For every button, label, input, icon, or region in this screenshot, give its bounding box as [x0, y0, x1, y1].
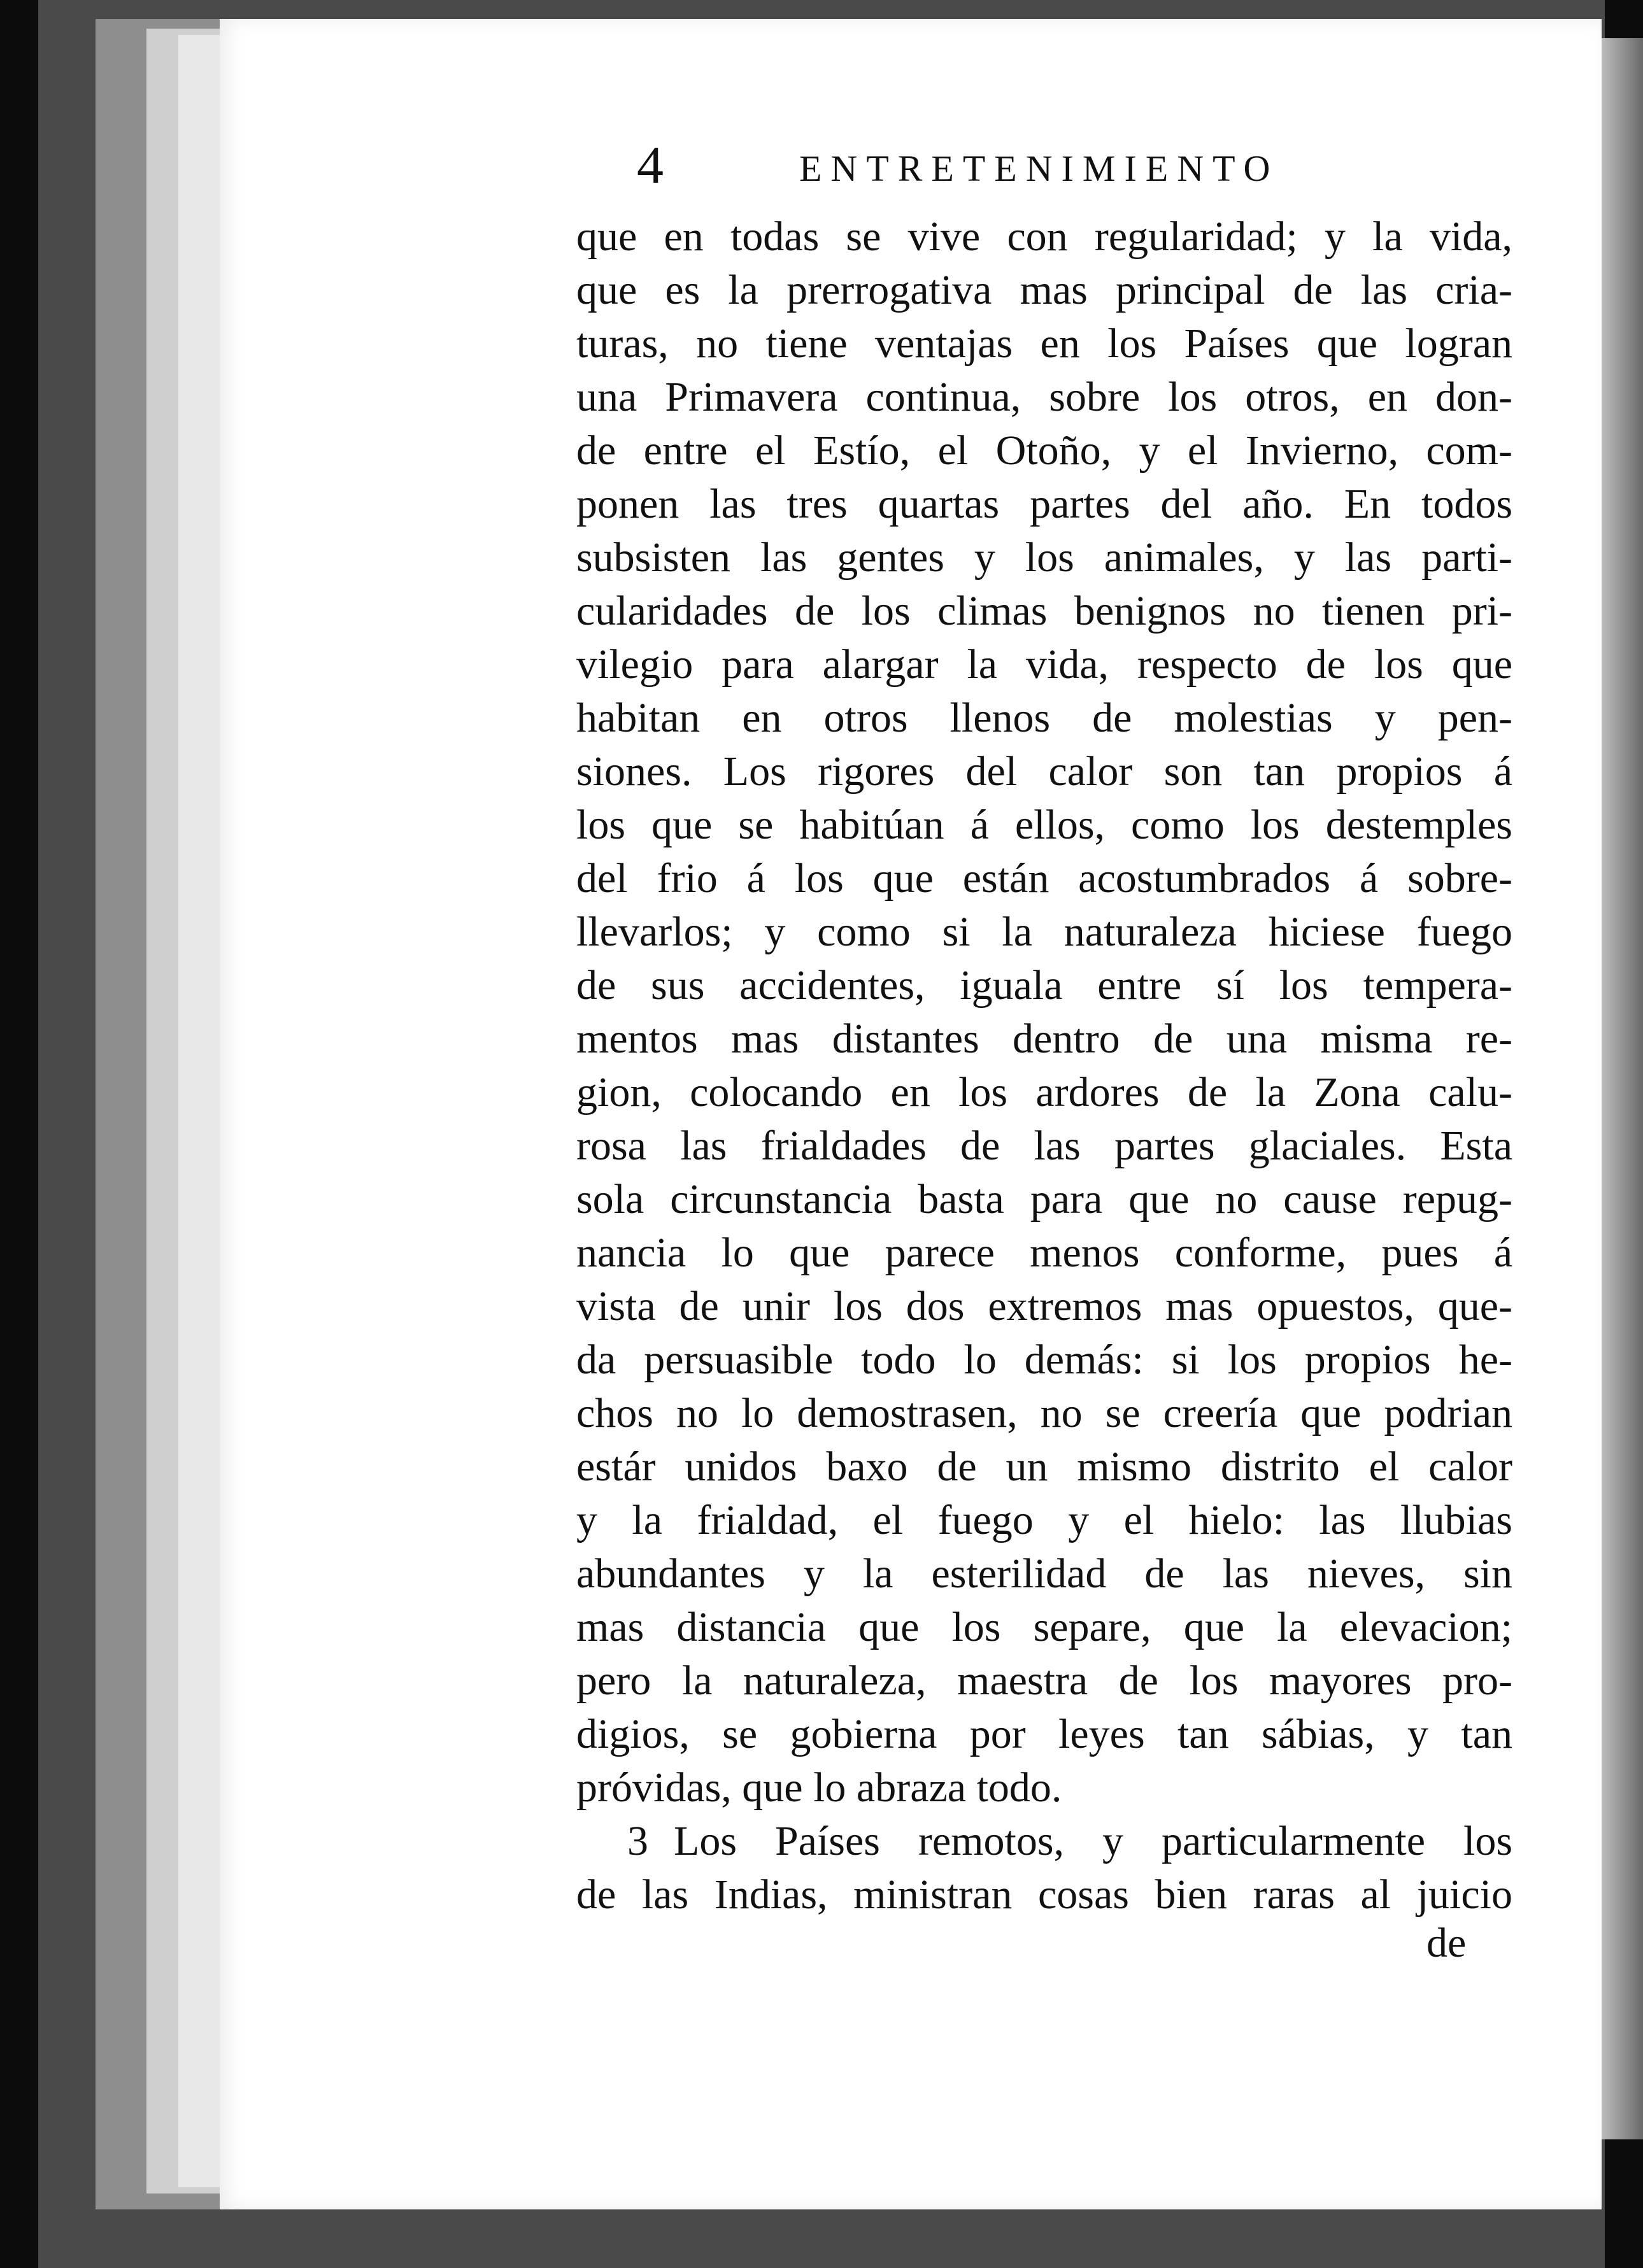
catchword: de: [1426, 1920, 1467, 1966]
body-line: una Primavera continua, sobre los otros, en don-: [576, 374, 1512, 420]
running-head: [637, 137, 1401, 194]
body-line: turas, no tiene ventajas en los Países que logran: [576, 320, 1512, 367]
body-line: vista de unir los dos extremos mas opuestos, que-: [576, 1283, 1512, 1329]
body-line: y la frialdad, el fuego y el hielo: las llubias: [576, 1497, 1512, 1543]
paragraph-number: 3: [627, 1818, 648, 1864]
body-line: estár unidos baxo de un mismo distrito el calor: [576, 1443, 1512, 1490]
body-line: vilegio para alargar la vida, respecto de los que: [576, 641, 1512, 688]
body-line: nancia lo que parece menos conforme, pues á: [576, 1230, 1512, 1276]
body-line: rosa las frialdades de las partes glaciales. Esta: [576, 1123, 1512, 1169]
body-line: mentos mas distantes dentro de una misma re-: [576, 1016, 1512, 1062]
page-number: 4: [637, 136, 664, 195]
body-line: llevarlos; y como si la naturaleza hiciese fuego: [576, 909, 1512, 955]
paragraph-3-line-2: de las Indias, ministran cosas bien raras al juicio: [576, 1871, 1512, 1918]
body-text: [576, 210, 1512, 1922]
running-title: ENTRETENIMIENTO: [799, 148, 1279, 189]
body-line: ponen las tres quartas partes del año. En todos: [576, 481, 1512, 527]
body-line: digios, se gobierna por leyes tan sábias, y tan: [576, 1711, 1512, 1757]
body-line: abundantes y la esterilidad de las nieves, sin: [576, 1550, 1512, 1597]
body-line: habitan en otros llenos de molestias y pen-: [576, 695, 1512, 741]
body-line: que en todas se vive con regularidad; y la vida,: [576, 213, 1512, 260]
body-line: del frio á los que están acostumbrados á sobre-: [576, 855, 1512, 902]
paragraph-3-first-line-text: Los Países remotos, y particularmente los: [674, 1818, 1512, 1864]
body-line: da persuasible todo lo demás: si los propios he-: [576, 1336, 1512, 1383]
body-line: subsisten las gentes y los animales, y las parti-: [576, 534, 1512, 581]
body-line: de entre el Estío, el Otoño, y el Invierno, com-: [576, 427, 1512, 474]
body-line: pero la naturaleza, maestra de los mayores pro-: [576, 1657, 1512, 1704]
body-line: de sus accidentes, iguala entre sí los tempera-: [576, 962, 1512, 1009]
body-lines: [576, 210, 1512, 1815]
body-line: chos no lo demostrasen, no se creería que podrian: [576, 1390, 1512, 1436]
body-line: próvidas, que lo abraza todo.: [576, 1764, 1062, 1811]
body-line: sola circunstancia basta para que no cause repug-: [576, 1176, 1512, 1223]
body-line: cularidades de los climas benignos no tienen pri-: [576, 588, 1512, 634]
body-line: mas distancia que los separe, que la elevacion;: [576, 1604, 1512, 1650]
body-line: que es la prerrogativa mas principal de las cria-: [576, 267, 1512, 313]
body-line: gion, colocando en los ardores de la Zona calu-: [576, 1069, 1512, 1116]
body-line: siones. Los rigores del calor son tan propios á: [576, 748, 1512, 795]
body-line: los que se habitúan á ellos, como los destemples: [576, 802, 1512, 848]
paragraph-3-line-1: [576, 1815, 1512, 1868]
